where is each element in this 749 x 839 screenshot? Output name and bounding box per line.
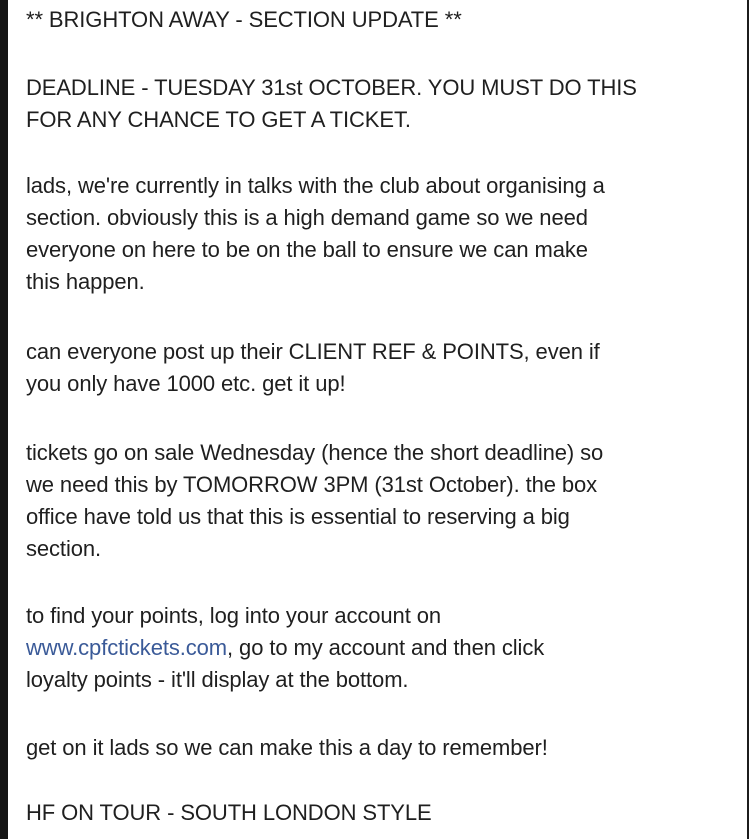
get-on-it-paragraph <box>26 732 548 764</box>
on-sale-line-2: we need this by TOMORROW 3PM (31st October). the box <box>26 472 598 497</box>
on-sale-line-3: office have told us that this is essential to reserving a big <box>26 504 570 529</box>
club-talks-line-3: everyone on here to be on the ball to ensure we can make <box>26 237 588 262</box>
club-talks-line-1: lads, we're currently in talks with the club about organising a <box>26 173 605 198</box>
post-title-text: ** BRIGHTON AWAY - SECTION UPDATE ** <box>26 7 462 32</box>
find-points-line-1: to find your points, log into your account on <box>26 603 441 628</box>
signoff-text: HF ON TOUR - SOUTH LONDON STYLE <box>26 800 432 825</box>
find-points-line-2-rest: , go to my account and then click <box>227 635 545 660</box>
client-ref-line-1: can everyone post up their CLIENT REF & POINTS, even if <box>26 339 600 364</box>
client-ref-line-2: you only have 1000 etc. get it up! <box>26 371 346 396</box>
on-sale-paragraph <box>26 437 603 565</box>
get-on-it-text: get on it lads so we can make this a day to remember! <box>26 735 548 760</box>
find-points-line-3: loyalty points - it'll display at the bottom. <box>26 667 409 692</box>
deadline-paragraph <box>26 72 637 136</box>
club-talks-line-2: section. obviously this is a high demand game so we need <box>26 205 588 230</box>
signoff-paragraph <box>26 797 432 829</box>
find-points-line-2 <box>26 632 544 664</box>
post-title <box>26 4 462 36</box>
on-sale-line-4: section. <box>26 536 102 561</box>
find-points-paragraph <box>26 600 544 696</box>
deadline-line-2: FOR ANY CHANCE TO GET A TICKET. <box>26 107 411 132</box>
club-talks-line-4: this happen. <box>26 269 145 294</box>
on-sale-line-1: tickets go on sale Wednesday (hence the short deadline) so <box>26 440 604 465</box>
deadline-line-1: DEADLINE - TUESDAY 31st OCTOBER. YOU MUST DO THIS <box>26 75 637 100</box>
left-frame-edge <box>0 0 8 839</box>
client-ref-paragraph <box>26 336 600 400</box>
cpfc-tickets-link[interactable]: www.cpfctickets.com <box>26 635 228 660</box>
club-talks-paragraph <box>26 170 605 298</box>
